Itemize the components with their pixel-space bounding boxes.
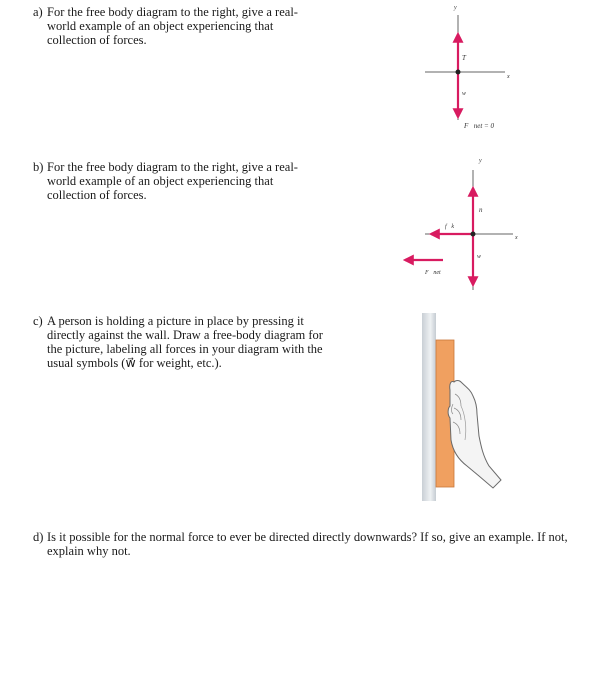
- y-axis-label-a: y: [454, 5, 457, 11]
- net-force-label-b: F⃗net: [425, 270, 441, 276]
- question-a-label: a): [33, 5, 43, 19]
- object-dot-b: [471, 232, 476, 237]
- friction-label: f⃗k: [445, 224, 454, 230]
- x-axis-label-b: x: [515, 235, 518, 241]
- free-body-diagram-a: [420, 0, 530, 145]
- y-axis-label-b: y: [479, 158, 482, 164]
- hand-icon: [448, 381, 501, 489]
- question-b-text: For the free body diagram to the right, give a real-world example of an object experiencing that collection of forces.: [47, 160, 298, 202]
- hand-picture-wall-illustration: [415, 310, 525, 505]
- normal-label: n⃗: [479, 206, 488, 214]
- question-b-label: b): [33, 160, 44, 174]
- question-b: [33, 160, 323, 202]
- question-a-text: For the free body diagram to the right, give a real-world example of an object experiencing that collection of forces.: [47, 5, 298, 47]
- object-dot-a: [456, 70, 461, 75]
- x-axis-label-a: x: [507, 74, 510, 80]
- question-c-label: c): [33, 314, 43, 328]
- question-c-text: A person is holding a picture in place by pressing it directly against the wall. Draw a free-body diagram for the picture, labeling all forces in your diagram with the usual symbols (w⃗ for weight, etc.).: [47, 314, 323, 370]
- question-d-text: Is it possible for the normal force to ever be directed directly downwards? If so, give an example. If not, explain why not.: [47, 530, 568, 558]
- tension-label: T⃗: [462, 54, 472, 62]
- question-d: [33, 530, 603, 558]
- free-body-diagram-b: [395, 150, 525, 290]
- wall: [422, 313, 436, 501]
- question-d-label: d): [33, 530, 44, 544]
- question-a: [33, 5, 323, 47]
- question-c: [33, 314, 323, 370]
- net-force-label-a: F⃗net = 0⃗: [464, 122, 500, 130]
- weight-label-a: w⃗: [462, 91, 471, 97]
- weight-label-b: w⃗: [477, 254, 486, 260]
